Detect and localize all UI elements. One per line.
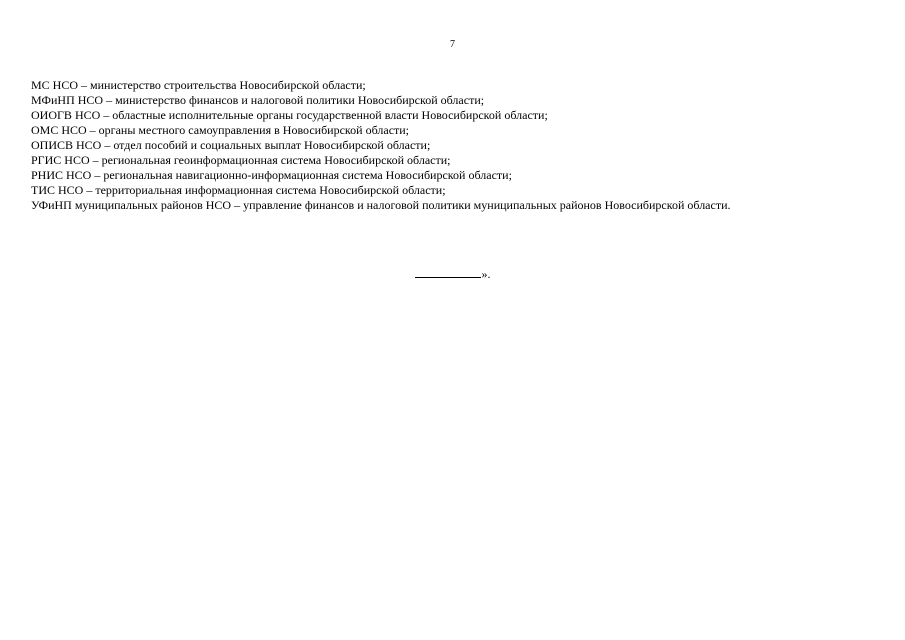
abbreviation-item-mfinp-nso: МФиНП НСО – министерство финансов и налоговой политики Новосибирской области; xyxy=(31,93,485,107)
closing-quote-suffix: ». xyxy=(481,267,491,281)
abbreviation-item-ufinp-mr-nso: УФиНП муниципальных районов НСО – управление финансов и налоговой политики муниципальных районов Новосибирской области. xyxy=(31,198,731,212)
closing-underline xyxy=(415,265,481,278)
abbreviation-item-ms-nso: МС НСО – министерство строительства Новосибирской области; xyxy=(31,78,366,92)
page-number: 7 xyxy=(450,39,455,50)
abbreviation-item-opisv-nso: ОПИСВ НСО – отдел пособий и социальных выплат Новосибирской области; xyxy=(31,138,431,152)
abbreviation-item-rnis-nso: РНИС НСО – региональная навигационно-информационная система Новосибирской области; xyxy=(31,168,512,182)
abbreviation-item-oms-nso: ОМС НСО – органы местного самоуправления в Новосибирской области; xyxy=(31,123,410,137)
abbreviation-item-rgis-nso: РГИС НСО – региональная геоинформационная система Новосибирской области; xyxy=(31,153,451,167)
abbreviation-item-oiogv-nso: ОИОГВ НСО – областные исполнительные органы государственной власти Новосибирской области; xyxy=(31,108,548,122)
abbreviation-list xyxy=(31,78,891,213)
abbreviation-item-tis-nso: ТИС НСО – территориальная информационная система Новосибирской области; xyxy=(31,183,446,197)
closing-mark xyxy=(0,265,905,282)
